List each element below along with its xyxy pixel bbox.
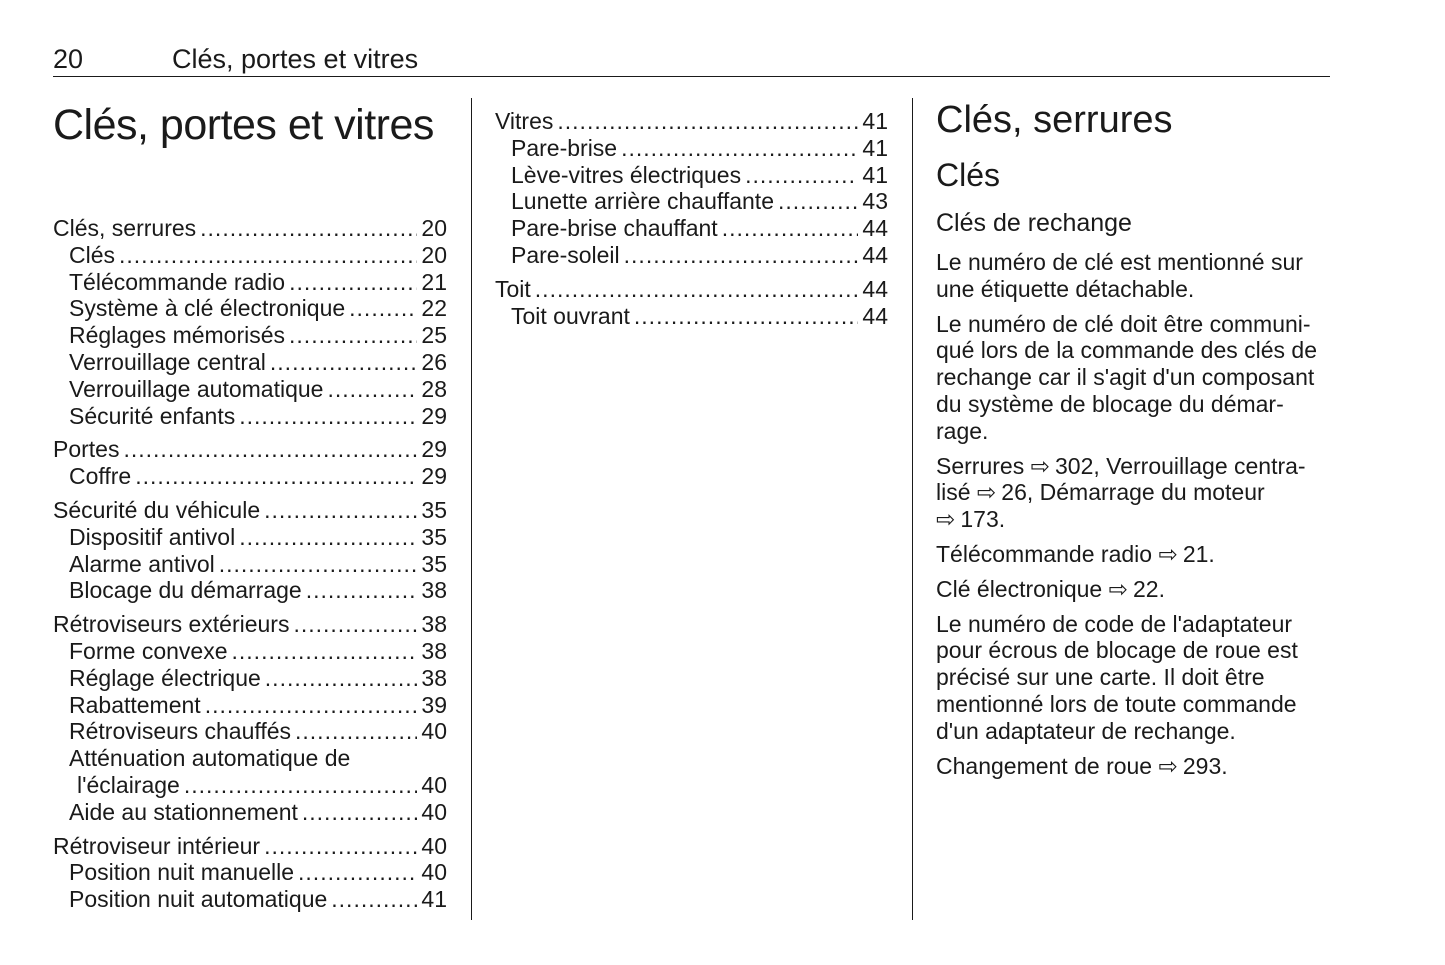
toc-entry-page: 44	[862, 275, 888, 302]
toc-entry-sub[interactable]	[53, 349, 447, 376]
toc-group	[53, 611, 447, 825]
dot-leader	[745, 162, 858, 189]
toc-entry-sub[interactable]	[53, 799, 447, 826]
toc-entry-page: 44	[862, 302, 888, 329]
paragraph-key-number	[936, 249, 1336, 303]
arrow-right-icon: ⇨	[1158, 752, 1178, 779]
paragraph-wheel-lock-adapter	[936, 611, 1336, 745]
toc-entry-label: Dispositif antivol	[69, 523, 236, 550]
toc-entry-sub[interactable]	[53, 718, 447, 745]
column-divider-2	[912, 98, 913, 920]
toc-entry-sub[interactable]	[495, 242, 888, 269]
toc-group	[495, 108, 888, 269]
toc-entry-sub[interactable]	[53, 463, 447, 490]
toc-entry-page: 41	[862, 134, 888, 161]
dot-leader	[295, 718, 417, 745]
dot-leader	[624, 242, 859, 269]
text-line: rechange car il s'agit d'un composant	[936, 364, 1315, 391]
toc-entry-page: 20	[421, 215, 447, 241]
dot-leader	[331, 886, 417, 913]
toc-entry-page: 38	[421, 611, 447, 638]
toc-entry-label: Rabattement	[69, 691, 201, 718]
toc-entry-label: Coffre	[69, 463, 132, 490]
toc-entry-page: 28	[421, 375, 447, 402]
page-number: 20	[53, 44, 84, 74]
toc-entry-page: 38	[421, 664, 447, 691]
toc-entry-page: 29	[421, 436, 447, 463]
text-line: Le numéro de code de l'adaptateur	[936, 610, 1293, 637]
toc-entry-page: 44	[862, 215, 888, 242]
toc-entry-label: Pare-soleil	[511, 241, 620, 268]
toc-entry-label: Pare-brise chauffant	[511, 215, 718, 242]
toc-entry-label: Blocage du démarrage	[69, 577, 302, 604]
toc-entry-page: 39	[421, 691, 447, 718]
toc-entry-label: Portes	[53, 436, 120, 463]
text-line: pour écrous de blocage de roue est	[936, 637, 1298, 664]
toc-entry-page: 22	[421, 295, 447, 322]
chapter-title: Clés, portes et vitres	[53, 101, 434, 149]
toc-entry-label: Forme convexe	[69, 637, 228, 664]
toc-entry-sub[interactable]	[53, 376, 447, 403]
text-line: qué lors de la commande des clés de	[936, 337, 1317, 364]
toc-entry-label: l'éclairage	[77, 771, 180, 798]
toc-entry-label: Système à clé électronique	[69, 295, 346, 322]
paragraph-cross-references	[936, 453, 1336, 533]
paragraph-electronic-key-ref	[936, 576, 1336, 603]
toc-group	[53, 436, 447, 490]
toc-entry-sub[interactable]	[53, 665, 447, 692]
toc-entry-page: 26	[421, 348, 447, 375]
toc-entry-page: 35	[421, 523, 447, 550]
toc-entry-page: 20	[421, 241, 447, 268]
toc-entry-page: 29	[421, 463, 447, 490]
ref-text: Télécommande radio	[936, 540, 1153, 567]
dot-leader	[123, 436, 417, 463]
dot-leader	[778, 188, 858, 215]
dot-leader	[265, 665, 418, 692]
toc-right	[495, 108, 888, 329]
ref-page: 22.	[1133, 575, 1165, 602]
toc-entry-page: 40	[421, 859, 447, 886]
ref-text: Serrures	[936, 452, 1025, 479]
ref-page: 26, Démarrage du moteur	[1001, 479, 1265, 506]
paragraph-wheel-change-ref	[936, 753, 1336, 780]
dot-leader	[219, 551, 418, 578]
column-divider-1	[471, 98, 472, 920]
dot-leader	[184, 772, 418, 799]
paragraph-key-communication	[936, 311, 1336, 445]
dot-leader	[722, 215, 859, 242]
toc-entry-label: Rétroviseur intérieur	[53, 832, 261, 859]
toc-entry-label: Sécurité enfants	[69, 402, 236, 429]
toc-entry-label: Réglage électrique	[69, 664, 261, 691]
dot-leader	[349, 295, 417, 322]
toc-entry-sub[interactable]	[53, 295, 447, 322]
dot-leader	[232, 638, 418, 665]
arrow-right-icon: ⇨	[1030, 452, 1050, 479]
text-line: précisé sur une carte. Il doit être	[936, 664, 1265, 691]
toc-entry-main[interactable]	[53, 611, 447, 638]
toc-entry-main[interactable]	[53, 833, 447, 860]
text-line: Le numéro de clé doit être communi-	[936, 310, 1311, 337]
arrow-right-icon: ⇨	[1108, 575, 1128, 602]
toc-entry-label: Télécommande radio	[69, 268, 286, 295]
toc-entry-label: Pare-brise	[511, 134, 618, 161]
section-heading: Clés, serrures	[936, 99, 1173, 141]
toc-entry-page: 35	[421, 550, 447, 577]
toc-entry-label: Rétroviseurs chauffés	[69, 718, 292, 745]
toc-entry-label: Rétroviseurs extérieurs	[53, 611, 290, 638]
toc-entry-page: 43	[862, 188, 888, 215]
toc-entry-page: 21	[421, 268, 447, 295]
dot-leader	[205, 692, 418, 719]
toc-entry-sub[interactable]	[53, 524, 447, 551]
toc-entry-label: Lunette arrière chauffante	[511, 188, 774, 215]
toc-entry-page: 40	[421, 718, 447, 745]
toc-entry-label: Toit ouvrant	[511, 302, 630, 329]
dot-leader	[327, 376, 417, 403]
ref-text: Changement de roue	[936, 752, 1153, 779]
toc-entry-label: Clés, serrures	[53, 215, 197, 241]
dot-leader	[302, 799, 418, 826]
toc-entry-page: 41	[862, 161, 888, 188]
dot-leader	[535, 276, 859, 303]
toc-entry-page: 41	[421, 886, 447, 913]
toc-entry-label-line1[interactable]: Atténuation automatique de	[69, 745, 351, 772]
toc-entry-sub[interactable]	[53, 638, 447, 665]
toc-entry-page: 25	[421, 322, 447, 349]
ref-page: 21.	[1182, 540, 1215, 567]
dot-leader	[200, 215, 417, 242]
toc-entry-sub[interactable]	[53, 551, 447, 578]
arrow-right-icon: ⇨	[976, 479, 997, 506]
ref-text: lisé	[936, 479, 971, 506]
toc-entry-sub[interactable]	[53, 322, 447, 349]
subsection-heading: Clés	[936, 157, 1001, 193]
toc-entry-sub[interactable]	[53, 772, 447, 799]
toc-entry-sub[interactable]	[495, 303, 888, 330]
toc-entry-page: 40	[421, 798, 447, 825]
text-line: Le numéro de clé est mentionné sur	[936, 249, 1303, 275]
text-line: du système de blocage du démar-	[936, 390, 1284, 417]
ref-page: 302, Verrouillage centra-	[1054, 452, 1306, 479]
arrow-right-icon: ⇨	[1158, 540, 1178, 567]
dot-leader	[621, 135, 858, 162]
toc-entry-sub[interactable]	[53, 886, 447, 913]
toc-entry-sub[interactable]	[495, 188, 888, 215]
toc-entry-sub[interactable]	[53, 692, 447, 719]
toc-group	[53, 215, 447, 429]
toc-entry-page: 40	[421, 771, 447, 798]
toc-entry-main[interactable]	[495, 108, 888, 135]
dot-leader	[119, 242, 417, 269]
text-line: d'un adaptateur de rechange.	[936, 717, 1236, 744]
paragraph-remote-ref	[936, 541, 1336, 568]
toc-entry-label: Sécurité du véhicule	[53, 496, 261, 523]
dot-leader	[239, 524, 417, 551]
toc-entry-page: 38	[421, 637, 447, 664]
text-line: mentionné lors de toute commande	[936, 690, 1297, 717]
dot-leader	[634, 303, 859, 330]
toc-entry-label: Aide au stationnement	[69, 798, 298, 825]
toc-entry-sub[interactable]	[53, 269, 447, 296]
toc-entry-sub[interactable]	[53, 403, 447, 430]
ref-page: 173.	[960, 506, 1006, 533]
toc-entry-page: 44	[862, 241, 888, 268]
page-header	[53, 42, 1330, 77]
toc-group	[53, 497, 447, 604]
dot-leader	[289, 269, 417, 296]
toc-entry-page: 38	[421, 577, 447, 604]
dot-leader	[264, 833, 417, 860]
text-line: rage.	[936, 417, 989, 444]
dot-leader	[270, 349, 418, 376]
toc-entry-label: Lève-vitres électriques	[511, 161, 742, 188]
dot-leader	[264, 497, 417, 524]
toc-entry-label: Verrouillage automatique	[69, 375, 324, 402]
dot-leader	[306, 577, 418, 604]
toc-entry-main[interactable]	[53, 436, 447, 463]
ref-text: Clé électronique	[936, 575, 1103, 602]
toc-entry-label: Position nuit automatique	[69, 886, 328, 913]
toc-group	[495, 276, 888, 330]
toc-entry-sub[interactable]	[495, 215, 888, 242]
toc-entry-main[interactable]	[495, 276, 888, 303]
dot-leader	[135, 463, 417, 490]
toc-entry-label: Réglages mémorisés	[69, 322, 286, 349]
ref-page: 293.	[1182, 752, 1228, 779]
toc-entry-page: 29	[421, 402, 447, 429]
toc-entry-label: Verrouillage central	[69, 348, 266, 375]
toc-entry-label: Clés	[69, 241, 116, 268]
dot-leader	[289, 322, 417, 349]
toc-entry-sub[interactable]	[53, 242, 447, 269]
toc-entry-main[interactable]	[53, 215, 447, 242]
toc-group	[53, 833, 447, 913]
toc-entry-label: Alarme antivol	[69, 550, 215, 577]
toc-left	[53, 215, 447, 913]
toc-entry-page: 35	[421, 496, 447, 523]
toc-entry-sub[interactable]	[495, 135, 888, 162]
toc-entry-sub[interactable]	[495, 162, 888, 189]
toc-entry-label: Toit	[495, 275, 531, 302]
toc-entry-sub[interactable]	[53, 859, 447, 886]
dot-leader	[239, 403, 417, 430]
toc-entry-page: 41	[862, 108, 888, 134]
arrow-right-icon: ⇨	[936, 506, 956, 533]
dot-leader	[557, 108, 858, 135]
dot-leader	[298, 859, 417, 886]
dot-leader	[293, 611, 417, 638]
toc-entry-main[interactable]	[53, 497, 447, 524]
toc-entry-page: 40	[421, 832, 447, 859]
running-title: Clés, portes et vitres	[172, 44, 419, 74]
text-line: une étiquette détachable.	[936, 275, 1195, 302]
toc-entry-sub[interactable]	[53, 577, 447, 604]
subsubsection-heading: Clés de rechange	[936, 209, 1132, 237]
toc-entry-label: Vitres	[495, 108, 554, 134]
toc-entry-label: Position nuit manuelle	[69, 859, 295, 886]
